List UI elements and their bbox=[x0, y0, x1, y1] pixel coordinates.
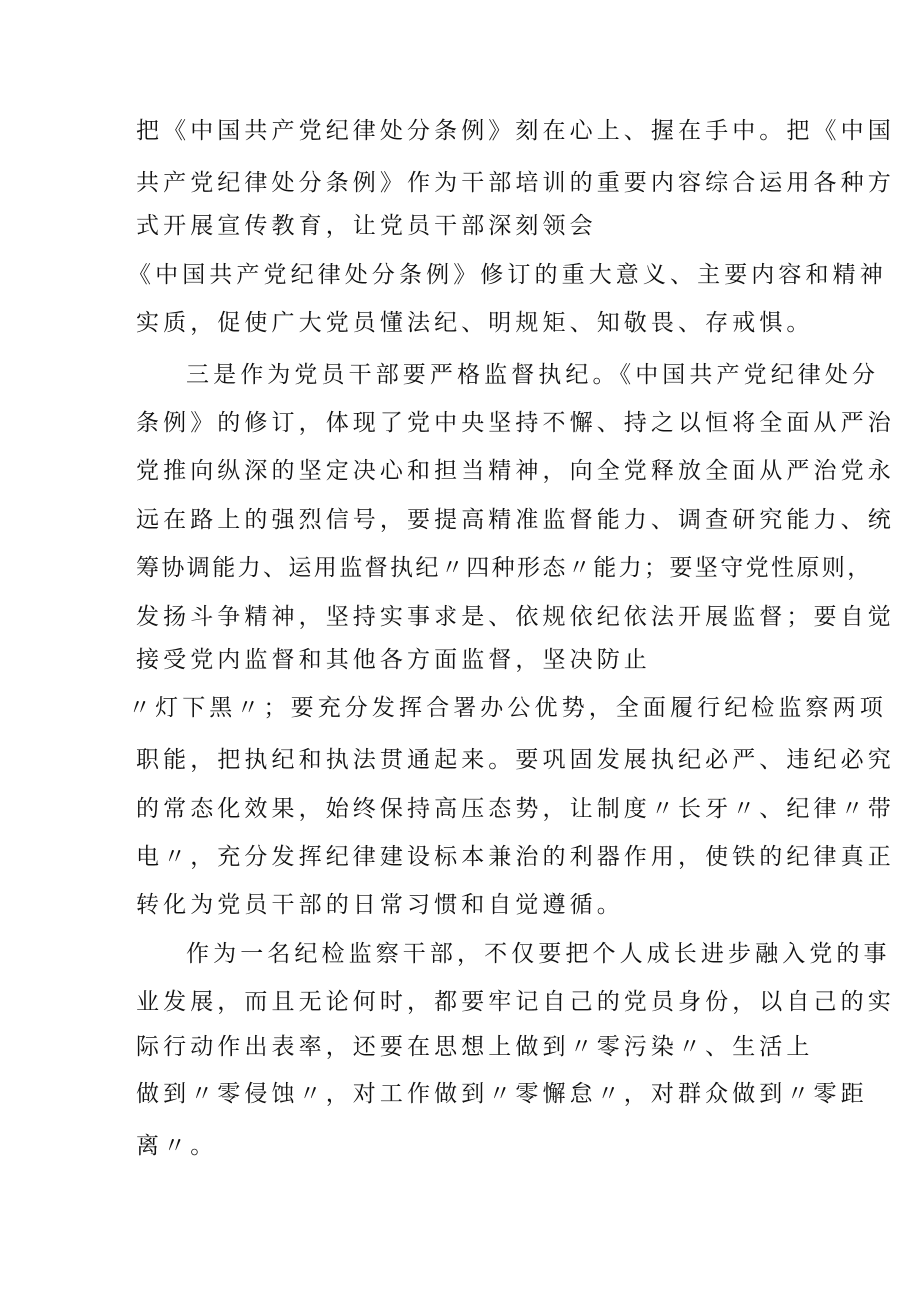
text-line: 把《中国共产党纪律处分条例》刻在心上、握在手中。把《中国 bbox=[136, 118, 895, 144]
text-line: 发扬斗争精神，坚持实事求是、依规依纪依法开展监督；要自觉 bbox=[136, 604, 895, 630]
text-line: 际行动作出表率，还要在思想上做到〃零污染〃、生活上 bbox=[136, 1034, 814, 1060]
paragraph-start-line: 作为一名纪检监察干部，不仅要把个人成长进步融入党的事 bbox=[186, 941, 891, 967]
text-line: 式开展宣传教育，让党员干部深刻领会 bbox=[136, 213, 597, 239]
text-line: 实质，促使广大党员懂法纪、明规矩、知敬畏、存戒惧。 bbox=[136, 310, 814, 336]
text-line: 〃灯下黑〃；要充分发挥合署办公优势，全面履行纪检监察两项 bbox=[128, 695, 887, 721]
text-line: 接受党内监督和其他各方面监督，坚决防止 bbox=[136, 647, 651, 673]
text-line: 远在路上的强烈信号，要提高精准监督能力、调查研究能力、统 bbox=[136, 507, 895, 533]
text-line: 职能，把执纪和执法贯通起来。要巩固发展执纪必严、违纪必究 bbox=[136, 747, 895, 773]
text-line: 转化为党员干部的日常习惯和自觉遵循。 bbox=[136, 892, 624, 918]
text-line: 共产党纪律处分条例》作为干部培训的重要内容综合运用各种方 bbox=[136, 170, 895, 196]
text-line: 业发展，而且无论何时，都要牢记自己的党员身份，以自己的实 bbox=[136, 989, 895, 1015]
text-line: 党推向纵深的坚定决心和担当精神，向全党释放全面从严治党永 bbox=[136, 458, 895, 484]
paragraph-start-line: 三是作为党员干部要严格监督执纪。《中国共产党纪律处分 bbox=[186, 362, 880, 388]
text-line: 的常态化效果，始终保持高压态势，让制度〃长牙〃、纪律〃带 bbox=[136, 796, 895, 822]
text-line: 离〃。 bbox=[136, 1133, 218, 1159]
text-line: 做到〃零侵蚀〃，对工作做到〃零懈怠〃，对群众做到〃零距 bbox=[136, 1081, 868, 1107]
text-line: 条例》的修订，体现了党中央坚持不懈、持之以恒将全面从严治 bbox=[136, 410, 895, 436]
text-line: 《中国共产党纪律处分条例》修订的重大意义、主要内容和精神 bbox=[128, 262, 887, 288]
text-line: 电〃，充分发挥纪律建设标本兼治的利器作用，使铁的纪律真正 bbox=[136, 844, 895, 870]
text-line: 筹协调能力、运用监督执纪〃四种形态〃能力；要坚守党性原则， bbox=[136, 555, 873, 581]
